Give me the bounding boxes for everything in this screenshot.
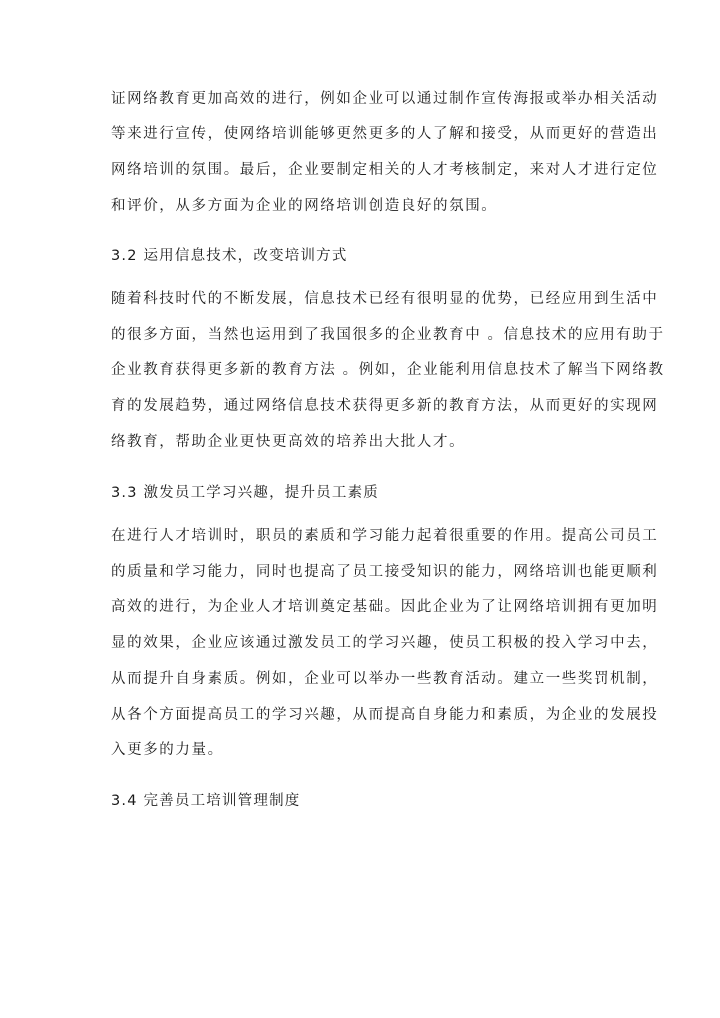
paragraph-3-line: 显的效果，企业应该通过激发员工的学习兴趣，使员工积极的投入学习中去， <box>111 635 659 651</box>
paragraph-3-line: 的质量和学习能力，同时也提高了员工接受知识的能力，网络培训也能更顺利 <box>111 564 659 580</box>
section-heading-3-2: 3.2 运用信息技术，改变培训方式 <box>111 248 348 264</box>
paragraph-1-line: 网络培训的氛围。最后，企业要制定相关的人才考核制定，来对人才进行定位 <box>111 162 659 178</box>
paragraph-3-line: 入更多的力量。 <box>111 742 224 758</box>
paragraph-3-line: 从各个方面提高员工的学习兴趣，从而提高自身能力和素质，为企业的发展投 <box>111 707 659 723</box>
paragraph-2-line: 随着科技时代的不断发展，信息技术已经有很明显的优势，已经应用到生活中 <box>111 291 659 307</box>
paragraph-2-line: 的很多方面，当然也运用到了我国很多的企业教育中 。信息技术的应用有助于 <box>111 327 665 343</box>
paragraph-1-line: 等来进行宣传，使网络培训能够更然更多的人了解和接受，从而更好的营造出 <box>111 126 659 142</box>
paragraph-3-line: 在进行人才培训时，职员的素质和学习能力起着很重要的作用。提高公司员工 <box>111 528 659 544</box>
section-heading-3-3: 3.3 激发员工学习兴趣，提升员工素质 <box>111 485 379 501</box>
paragraph-1-line: 证网络教育更加高效的进行，例如企业可以通过制作宣传海报或举办相关活动 <box>111 91 659 107</box>
paragraph-2-line: 育的发展趋势，通过网络信息技术获得更多新的教育方法，从而更好的实现网 <box>111 398 659 414</box>
paragraph-2-line: 络教育，帮助企业更快更高效的培养出大批人才。 <box>111 434 466 450</box>
paragraph-2-line: 企业教育获得更多新的教育方法 。例如，企业能利用信息技术了解当下网络教 <box>111 362 665 378</box>
paragraph-3-line: 从而提升自身素质。例如，企业可以举办一些教育活动。建立一些奖罚机制， <box>111 671 659 687</box>
paragraph-3-line: 高效的进行，为企业人才培训奠定基础。因此企业为了让网络培训拥有更加明 <box>111 599 659 615</box>
section-heading-3-4: 3.4 完善员工培训管理制度 <box>111 793 301 809</box>
paragraph-1-line: 和评价，从多方面为企业的网络培训创造良好的氛围。 <box>111 198 498 214</box>
